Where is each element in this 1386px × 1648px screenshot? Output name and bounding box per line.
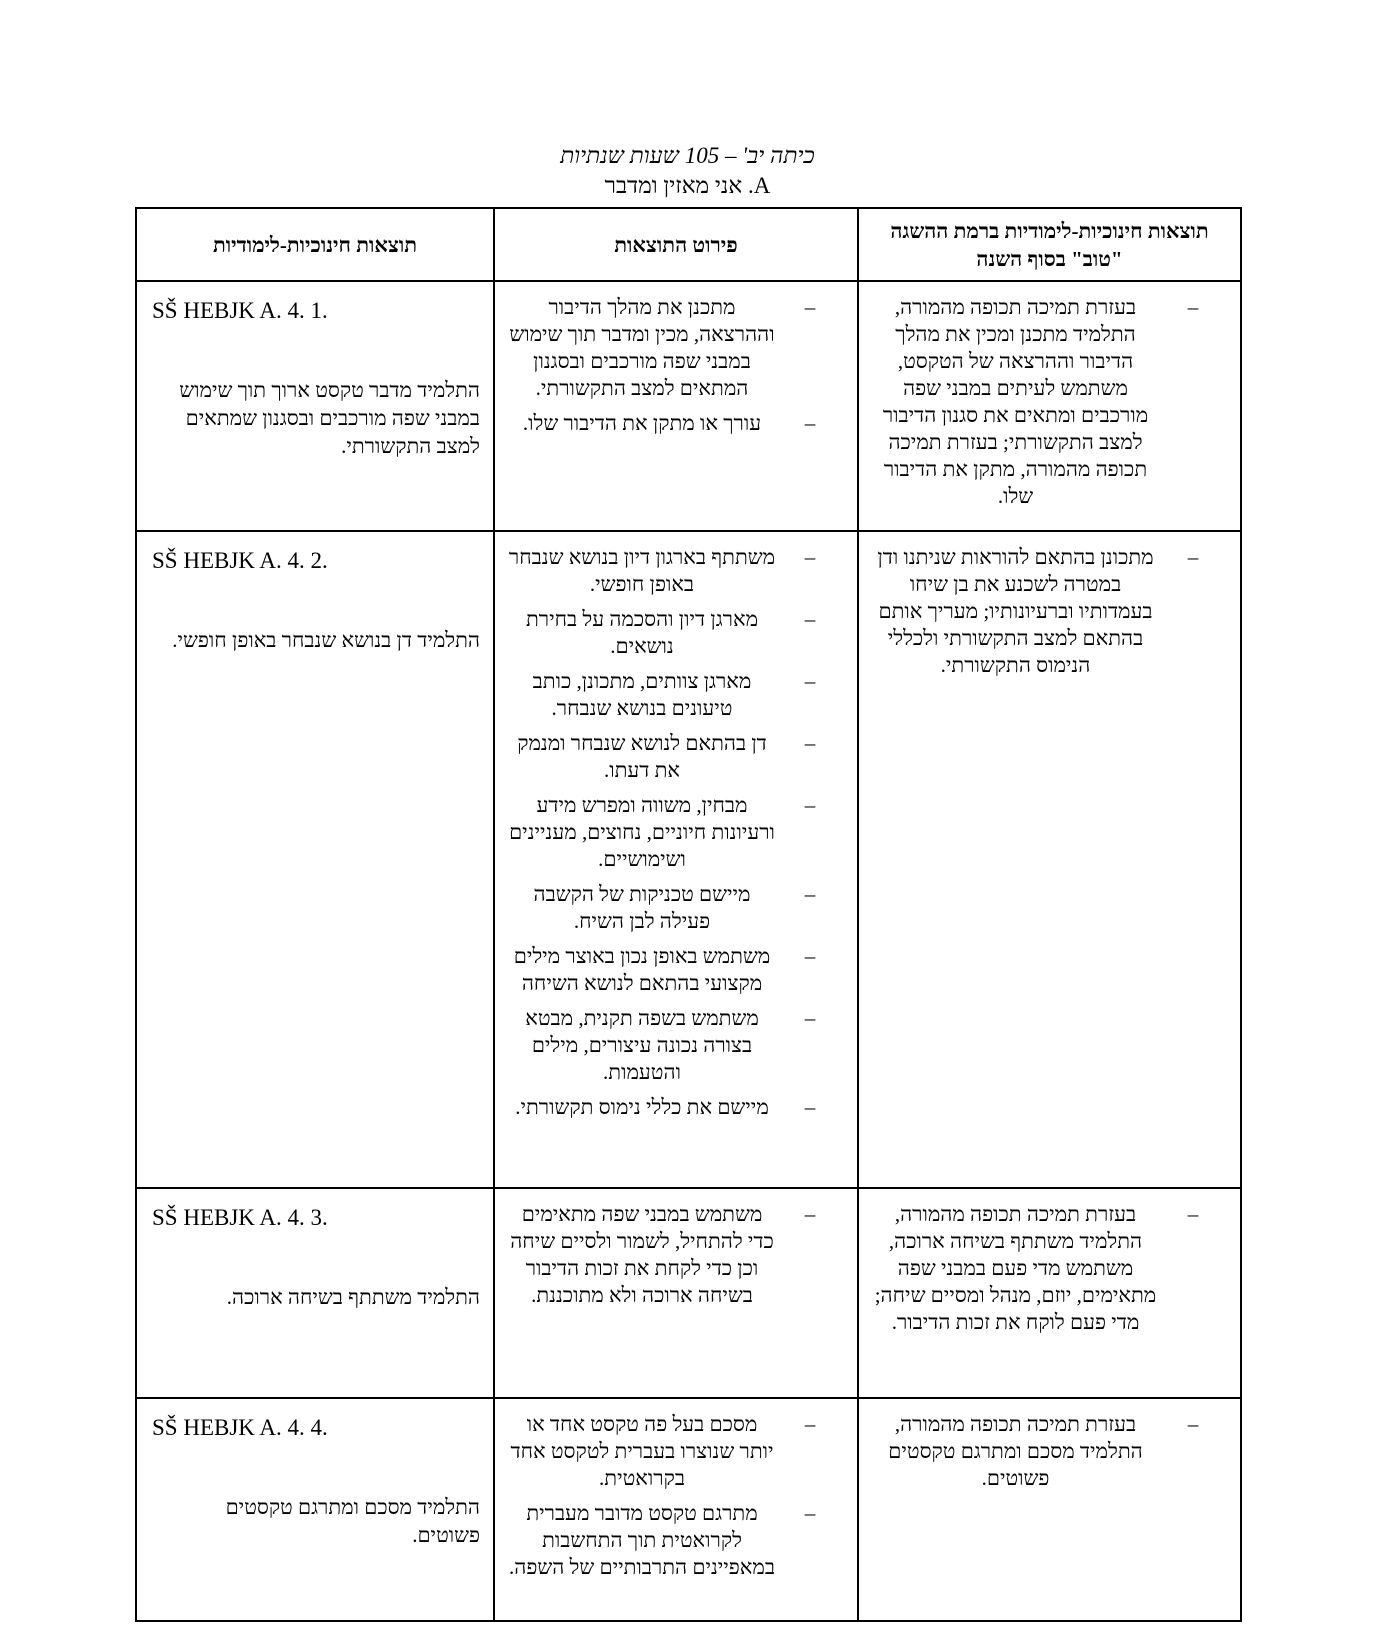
- elaboration-text: מתרגם טקסט מדובר מעברית לקרואטית תוך התחשבות במאפיינים התרבותיים של השפה.: [509, 1501, 775, 1579]
- elaboration-cell: [494, 1188, 858, 1398]
- dash-bullet: –: [804, 944, 816, 968]
- good-level-cell: [858, 1398, 1241, 1621]
- elaboration-list: [508, 1411, 844, 1581]
- outcome-code: SŠ HEBJK A. 4. 4.: [152, 1415, 328, 1440]
- good-level-text: מתכונן בהתאם להוראות שניתנו ודן במטרה לשכנע את בן שיחו בעמדותיו וברעיונותיו; מעריך אותם בהתאם למצב התקשורתי ולכללי הנימוס התקשורתי.: [877, 545, 1154, 677]
- elaboration-text: משתמש במבני שפה מתאימים כדי להתחיל, לשמור ולסיים שיחה וכן כדי לקחת את זכות הדיבור בשיחה ארוכה ולא מתוכננת.: [510, 1202, 774, 1307]
- dash-bullet: –: [804, 1501, 816, 1525]
- good-level-item: [872, 544, 1227, 679]
- elaboration-text: דן בהתאם לנושא שנבחר ומנמק את דעתו.: [517, 731, 767, 782]
- dash-bullet: –: [804, 731, 816, 755]
- elaboration-cell: [494, 531, 858, 1188]
- elaboration-text: מארגן דיון והסכמה על בחירת נושאים.: [525, 607, 759, 658]
- dash-bullet: –: [804, 1006, 816, 1030]
- good-level-item: [872, 294, 1227, 510]
- dash-bullet: –: [804, 793, 816, 817]
- good-level-item: [872, 1411, 1227, 1492]
- outcomes-table-body: [136, 281, 1241, 1621]
- header-outcomes: תוצאות חינוכיות-לימודיות: [136, 208, 494, 281]
- elaboration-item: [508, 1411, 844, 1492]
- good-level-cell: [858, 1188, 1241, 1398]
- elaboration-item: [508, 1201, 844, 1309]
- elaboration-item: [508, 1094, 844, 1121]
- elaboration-item: [508, 606, 844, 660]
- dash-bullet: –: [1187, 1202, 1199, 1226]
- dash-bullet: –: [804, 295, 816, 319]
- dash-bullet: –: [804, 545, 816, 569]
- elaboration-text: מיישם טכניקות של הקשבה פעילה לבן השיח.: [533, 882, 751, 933]
- elaboration-text: מיישם את כללי נימוס תקשורתי.: [515, 1095, 769, 1119]
- dash-bullet: –: [804, 669, 816, 693]
- elaboration-list: [508, 294, 844, 437]
- table-row: [136, 281, 1241, 531]
- elaboration-text: עורך או מתקן את הדיבור שלו.: [522, 411, 762, 435]
- dash-bullet: –: [1187, 1412, 1199, 1436]
- outcome-description: התלמיד מדבר טקסט ארוך תוך שימוש במבני שפה מורכבים ובסגנון שמתאים למצב התקשורתי.: [179, 378, 480, 458]
- elaboration-text: משתמש בשפה תקנית, מבטא בצורה נכונה עיצורים, מילים והטעמות.: [525, 1006, 759, 1084]
- page-title: כיתה יב' – 105 שעות שנתיות: [560, 143, 815, 168]
- dash-bullet: –: [804, 607, 816, 631]
- elaboration-item: [508, 1005, 844, 1086]
- good-level-text: בעזרת תמיכה תכופה מהמורה, התלמיד משתתף בשיחה ארוכה, משתמש מדי פעם במבני שפה מתאימים, יוזם, מנהל ומסיים שיחה; מדי פעם לוקח את זכות הדיבור.: [874, 1202, 1157, 1334]
- table-row: [136, 1188, 1241, 1398]
- dash-bullet: –: [804, 411, 816, 435]
- dash-bullet: –: [804, 1412, 816, 1436]
- outcomes-table-header: [136, 208, 1241, 281]
- elaboration-item: [508, 544, 844, 598]
- dash-bullet: –: [804, 1095, 816, 1119]
- dash-bullet: –: [1187, 295, 1199, 319]
- elaboration-text: מסכם בעל פה טקסט אחד או יותר שנוצרו בעברית לטקסט אחד בקרואטית.: [510, 1412, 774, 1490]
- good-level-list: [872, 294, 1227, 510]
- table-row: [136, 531, 1241, 1188]
- dash-bullet: –: [804, 882, 816, 906]
- outcomes-table: [135, 207, 1242, 1622]
- dash-bullet: –: [1187, 545, 1199, 569]
- section-heading: A. אני מאזין ומדבר: [604, 173, 771, 198]
- elaboration-item: [508, 792, 844, 873]
- elaboration-item: [508, 730, 844, 784]
- elaboration-item: [508, 410, 844, 437]
- elaboration-list: [508, 544, 844, 1121]
- good-level-text: בעזרת תמיכה תכופה מהמורה, התלמיד מסכם ומתרגם טקסטים פשוטים.: [888, 1412, 1143, 1490]
- outcome-description: התלמיד מסכם ומתרגם טקסטים פשוטים.: [225, 1495, 480, 1547]
- header-elaboration: פירוט התוצאות: [494, 208, 858, 281]
- elaboration-item: [508, 1500, 844, 1581]
- outcome-cell: [136, 281, 494, 531]
- elaboration-cell: [494, 1398, 858, 1621]
- outcome-code: SŠ HEBJK A. 4. 3.: [152, 1205, 328, 1230]
- elaboration-text: משתתף בארגון דיון בנושא שנבחר באופן חופשי.: [508, 545, 776, 596]
- elaboration-text: מארגן צוותים, מתכונן, כותב טיעונים בנושא שנבחר.: [532, 669, 752, 720]
- table-row: [136, 1398, 1241, 1621]
- elaboration-text: מבחין, משווה ומפרש מידע ורעיונות חיוניים, נחוצים, מעניינים ושימושיים.: [509, 793, 775, 871]
- elaboration-text: משתמש באופן נכון באוצר מילים מקצועי בהתאם לנושא השיחה: [513, 944, 771, 995]
- outcome-cell: [136, 1188, 494, 1398]
- outcome-description: התלמיד דן בנושא שנבחר באופן חופשי.: [172, 628, 480, 652]
- elaboration-item: [508, 294, 844, 402]
- dash-bullet: –: [804, 1202, 816, 1226]
- good-level-list: [872, 544, 1227, 679]
- elaboration-cell: [494, 281, 858, 531]
- good-level-list: [872, 1201, 1227, 1336]
- outcome-cell: [136, 531, 494, 1188]
- elaboration-list: [508, 1201, 844, 1309]
- good-level-text: בעזרת תמיכה תכופה מהמורה, התלמיד מתכנן ומכין את מהלך הדיבור וההרצאה של הטקסט, משתמש לעיתים במבני שפה מורכבים ומתאים את סגנון הדיבור למצב התקשורתי; בעזרת תמיכה תכופה מהמורה, מתקן את הדיבור שלו.: [882, 295, 1149, 508]
- elaboration-item: [508, 881, 844, 935]
- good-level-item: [872, 1201, 1227, 1336]
- outcome-code: SŠ HEBJK A. 4. 1.: [152, 298, 328, 323]
- header-row: [136, 208, 1241, 281]
- elaboration-item: [508, 668, 844, 722]
- good-level-list: [872, 1411, 1227, 1492]
- good-level-cell: [858, 531, 1241, 1188]
- header-good-level: תוצאות חינוכיות-לימודיות ברמת ההשגה "טוב" בסוף השנה: [858, 208, 1241, 281]
- good-level-cell: [858, 281, 1241, 531]
- outcome-description: התלמיד משתתף בשיחה ארוכה.: [226, 1285, 480, 1309]
- elaboration-item: [508, 943, 844, 997]
- outcome-code: SŠ HEBJK A. 4. 2.: [152, 548, 328, 573]
- outcome-cell: [136, 1398, 494, 1621]
- elaboration-text: מתכנן את מהלך הדיבור וההרצאה, מכין ומדבר תוך שימוש במבני שפה מורכבים ובסגנון המתאים למצב התקשורתי.: [509, 295, 775, 400]
